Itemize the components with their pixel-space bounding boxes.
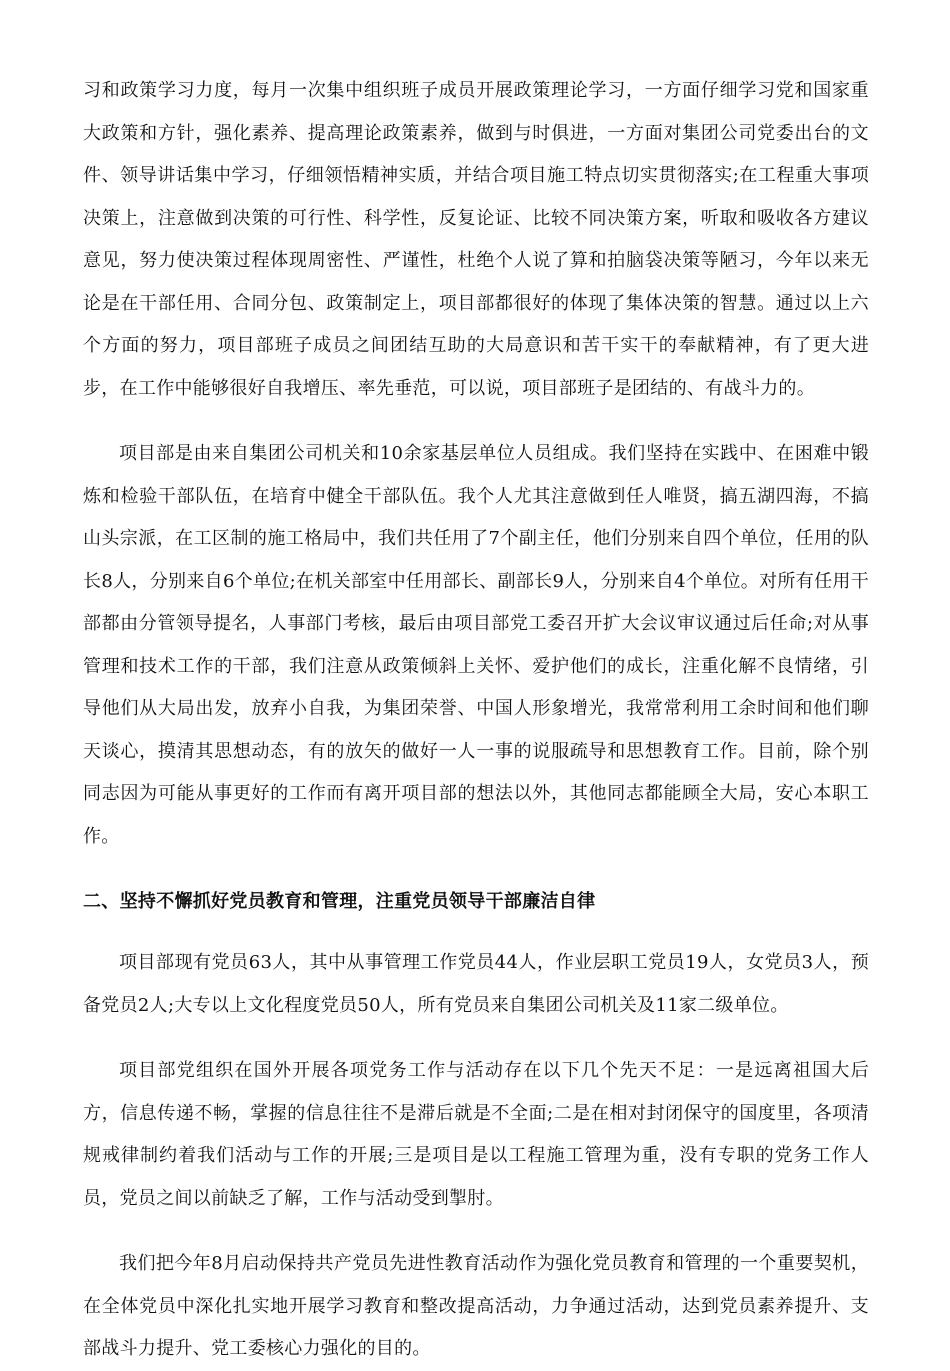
paragraph-shortcomings: 项目部党组织在国外开展各项党务工作与活动存在以下几个先天不足：一是远离祖国大后方，信息传递不畅，掌握的信息往往不是滞后就是不全面;二是在相对封闭保守的国度里，各项清规戒律制约着我们活动与工作的开展;三是项目是以工程施工管理为重，没有专职的党务工作人员，党员之间以前缺乏了解，工作与活动受到掣肘。 (83, 1060, 869, 1209)
document-page (83, 70, 869, 1371)
paragraph-party-members: 项目部现有党员63人，其中从事管理工作党员44人，作业层职工党员19人，女党员3人，预备党员2人;大专以上文化程度党员50人，所有党员来自集团公司机关及11家二级单位。 (83, 952, 869, 1016)
paragraph-cadre-team: 项目部是由来自集团公司机关和10余家基层单位人员组成。我们坚持在实践中、在困难中锻炼和检验干部队伍，在培育中健全干部队伍。我个人尤其注意做到任人唯贤，搞五湖四海，不搞山头宗派，在工区制的施工格局中，我们共任用了7个副主任，他们分别来自四个单位，任用的队长8人，分别来自6个单位;在机关部室中任用部长、副部长9人，分别来自4个单位。对所有任用干部都由分管领导提名，人事部门考核，最后由项目部党工委召开扩大会议审议通过后任命;对从事管理和技术工作的干部，我们注意从政策倾斜上关怀、爱护他们的成长，注重化解不良情绪，引导他们从大局出发，放弃小自我，为集团荣誉、中国人形象增光，我常常利用工余时间和他们聊天谈心，摸清其思想动态，有的放矢的做好一人一事的说服疏导和思想教育工作。目前，除个别同志因为可能从事更好的工作而有离开项目部的想法以外，其他同志都能顾全大局，安心本职工作。 (83, 443, 869, 847)
section-heading-2: 二、坚持不懈抓好党员教育和管理，注重党员领导干部廉洁自律 (83, 891, 596, 912)
paragraph-education-campaign: 我们把今年8月启动保持共产党员先进性教育活动作为强化党员教育和管理的一个重要契机，在全体党员中深化扎实地开展学习教育和整改提高活动，力争通过活动，达到党员素养提升、支部战斗力提升、党工委核心力强化的目的。 (83, 1253, 869, 1359)
paragraph-continued: 习和政策学习力度，每月一次集中组织班子成员开展政策理论学习，一方面仔细学习党和国家重大政策和方针，强化素养、提高理论政策素养，做到与时俱进，一方面对集团公司党委出台的文件、领导讲话集中学习，仔细领悟精神实质，并结合项目施工特点切实贯彻落实;在工程重大事项决策上，注意做到决策的可行性、科学性，反复论证、比较不同决策方案，听取和吸收各方建议意见，努力使决策过程体现周密性、严谨性，杜绝个人说了算和拍脑袋决策等陋习，今年以来无论是在干部任用、合同分包、政策制定上，项目部都很好的体现了集体决策的智慧。通过以上六个方面的努力，项目部班子成员之间团结互助的大局意识和苦干实干的奉献精神，有了更大进步，在工作中能够很好自我增压、率先垂范，可以说，项目部班子是团结的、有战斗力的。 (83, 80, 869, 399)
